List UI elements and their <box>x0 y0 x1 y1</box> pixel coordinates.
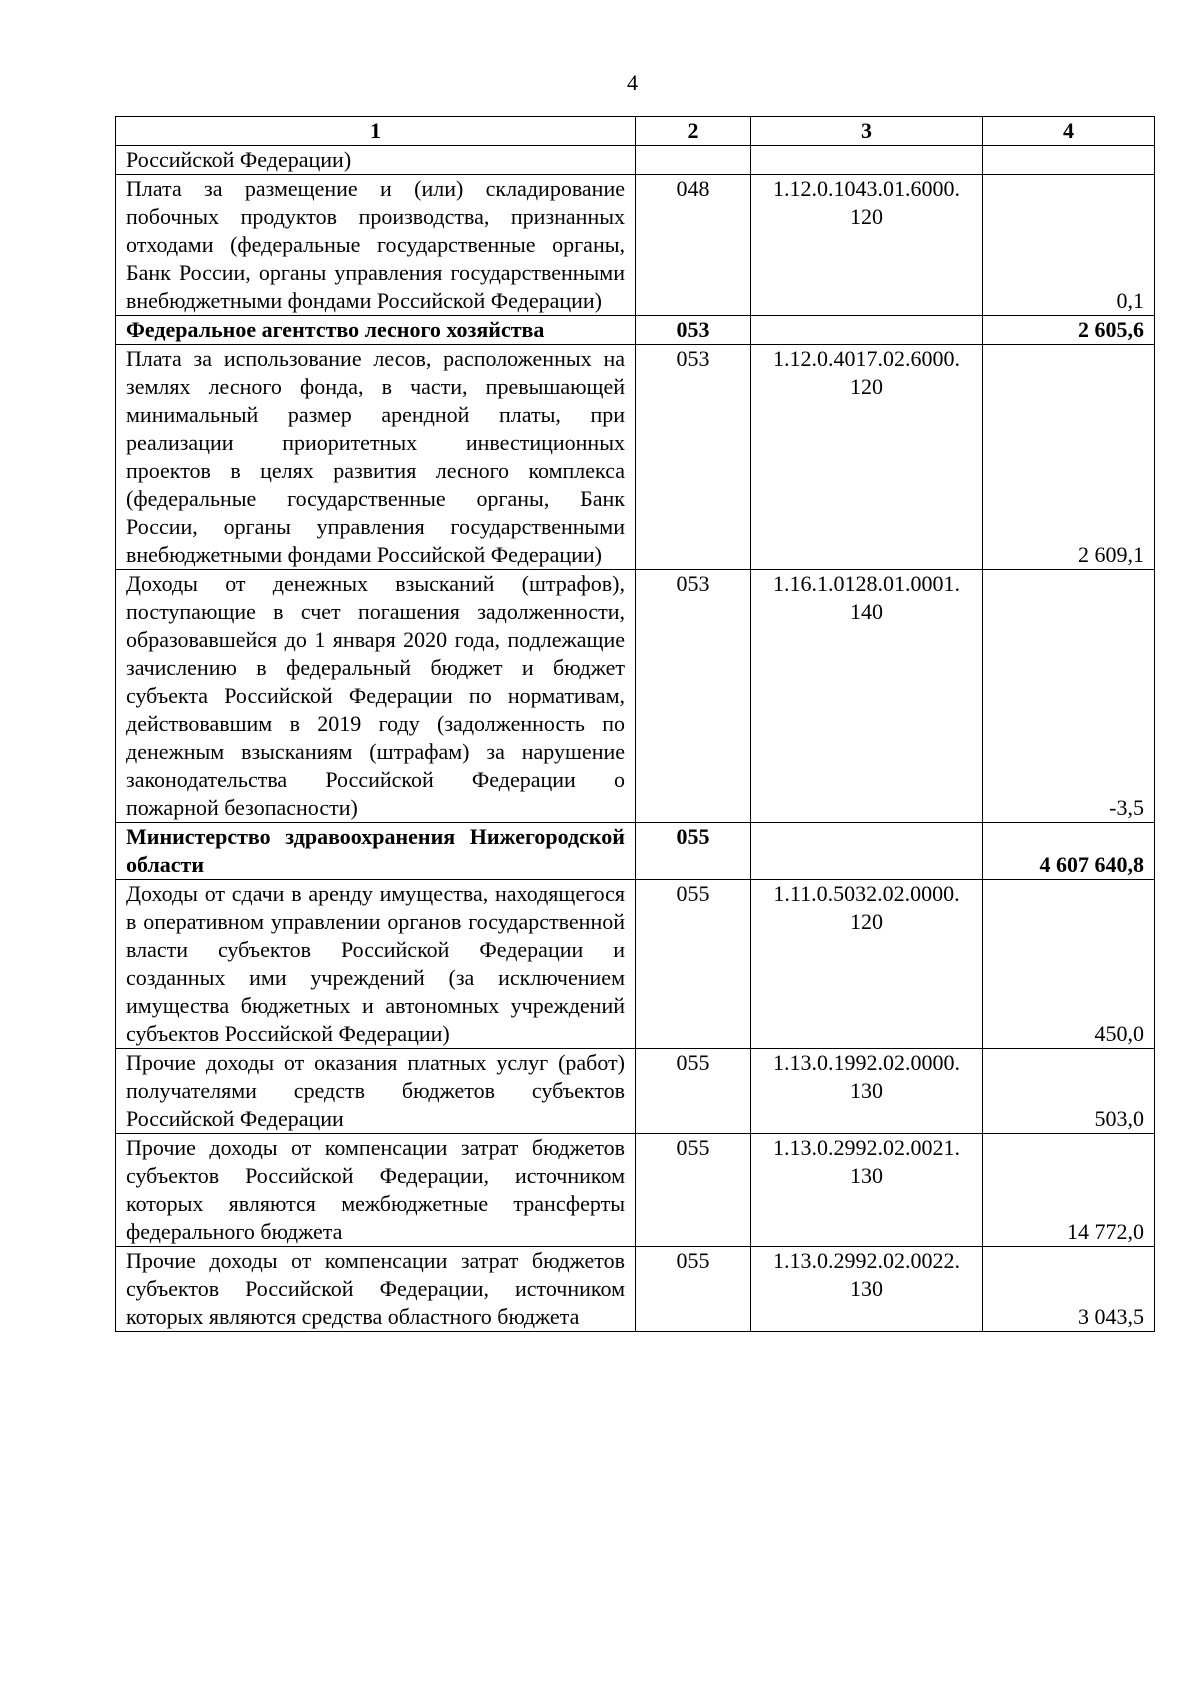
row-admin-code: 055 <box>636 1134 751 1247</box>
row-description: Прочие доходы от оказания платных услуг (работ) получателями средств бюджетов субъектов Российской Федерации <box>116 1049 636 1134</box>
revenue-table <box>115 116 1155 1332</box>
table-row <box>116 345 1155 570</box>
table-row <box>116 146 1155 175</box>
table-row <box>116 880 1155 1049</box>
page-number: 4 <box>627 70 638 95</box>
table-row-section <box>116 823 1155 880</box>
row-description: Министерство здравоохранения Нижегородской области <box>116 823 636 880</box>
row-kbk-code <box>751 316 983 345</box>
row-description: Плата за использование лесов, расположенных на землях лесного фонда, в части, превышающей минимальный размер арендной платы, при реализации приоритетных инвестиционных проектов в целях развития лесного комплекса (федеральные государственные органы, Банк России, органы управления государственными внебюджетными фондами Российской Федерации) <box>116 345 636 570</box>
row-kbk-code: 1.12.0.1043.01.6000. 120 <box>751 175 983 316</box>
header-cell: 1 <box>116 117 636 146</box>
row-description: Российской Федерации) <box>116 146 636 175</box>
row-amount: 14 772,0 <box>983 1134 1155 1247</box>
row-amount: 2 609,1 <box>983 345 1155 570</box>
header-cell: 3 <box>751 117 983 146</box>
row-kbk-code: 1.11.0.5032.02.0000. 120 <box>751 880 983 1049</box>
row-description: Доходы от денежных взысканий (штрафов), поступающие в счет погашения задолженности, образовавшейся до 1 января 2020 года, подлежащие зачислению в федеральный бюджет и бюджет субъекта Российской Федерации по нормативам, действовавшим в 2019 году (задолженность по денежным взысканиям (штрафам) за нарушение законодательства Российской Федерации о пожарной безопасности) <box>116 570 636 823</box>
row-kbk-code: 1.12.0.4017.02.6000. 120 <box>751 345 983 570</box>
row-amount: 2 605,6 <box>983 316 1155 345</box>
header-cell: 2 <box>636 117 751 146</box>
row-description: Доходы от сдачи в аренду имущества, находящегося в оперативном управлении органов государственной власти субъектов Российской Федерации и созданных ими учреждений (за исключением имущества бюджетных и автономных учреждений субъектов Российской Федерации) <box>116 880 636 1049</box>
row-admin-code: 053 <box>636 570 751 823</box>
row-kbk-code <box>751 823 983 880</box>
row-kbk-code: 1.13.0.2992.02.0021. 130 <box>751 1134 983 1247</box>
row-amount: 0,1 <box>983 175 1155 316</box>
row-admin-code: 055 <box>636 823 751 880</box>
table-row <box>116 570 1155 823</box>
row-admin-code: 055 <box>636 1247 751 1332</box>
row-description: Федеральное агентство лесного хозяйства <box>116 316 636 345</box>
table-row <box>116 1134 1155 1247</box>
row-description: Прочие доходы от компенсации затрат бюджетов субъектов Российской Федерации, источником которых являются межбюджетные трансферты федерального бюджета <box>116 1134 636 1247</box>
row-admin-code: 048 <box>636 175 751 316</box>
header-cell: 4 <box>983 117 1155 146</box>
row-kbk-code: 1.13.0.2992.02.0022. 130 <box>751 1247 983 1332</box>
row-amount: 450,0 <box>983 880 1155 1049</box>
row-amount: 503,0 <box>983 1049 1155 1134</box>
table-row <box>116 1247 1155 1332</box>
row-kbk-code: 1.16.1.0128.01.0001. 140 <box>751 570 983 823</box>
row-admin-code <box>636 146 751 175</box>
row-description: Плата за размещение и (или) складирование побочных продуктов производства, признанных отходами (федеральные государственные органы, Банк России, органы управления государственными внебюджетными фондами Российской Федерации) <box>116 175 636 316</box>
row-amount: 3 043,5 <box>983 1247 1155 1332</box>
row-amount: 4 607 640,8 <box>983 823 1155 880</box>
row-kbk-code <box>751 146 983 175</box>
table-row <box>116 175 1155 316</box>
table-row <box>116 1049 1155 1134</box>
row-admin-code: 055 <box>636 880 751 1049</box>
row-amount <box>983 146 1155 175</box>
row-admin-code: 053 <box>636 316 751 345</box>
row-admin-code: 055 <box>636 1049 751 1134</box>
row-kbk-code: 1.13.0.1992.02.0000. 130 <box>751 1049 983 1134</box>
table-row-section <box>116 316 1155 345</box>
row-admin-code: 053 <box>636 345 751 570</box>
row-description: Прочие доходы от компенсации затрат бюджетов субъектов Российской Федерации, источником которых являются средства областного бюджета <box>116 1247 636 1332</box>
row-amount: -3,5 <box>983 570 1155 823</box>
table-header-row <box>116 117 1155 146</box>
